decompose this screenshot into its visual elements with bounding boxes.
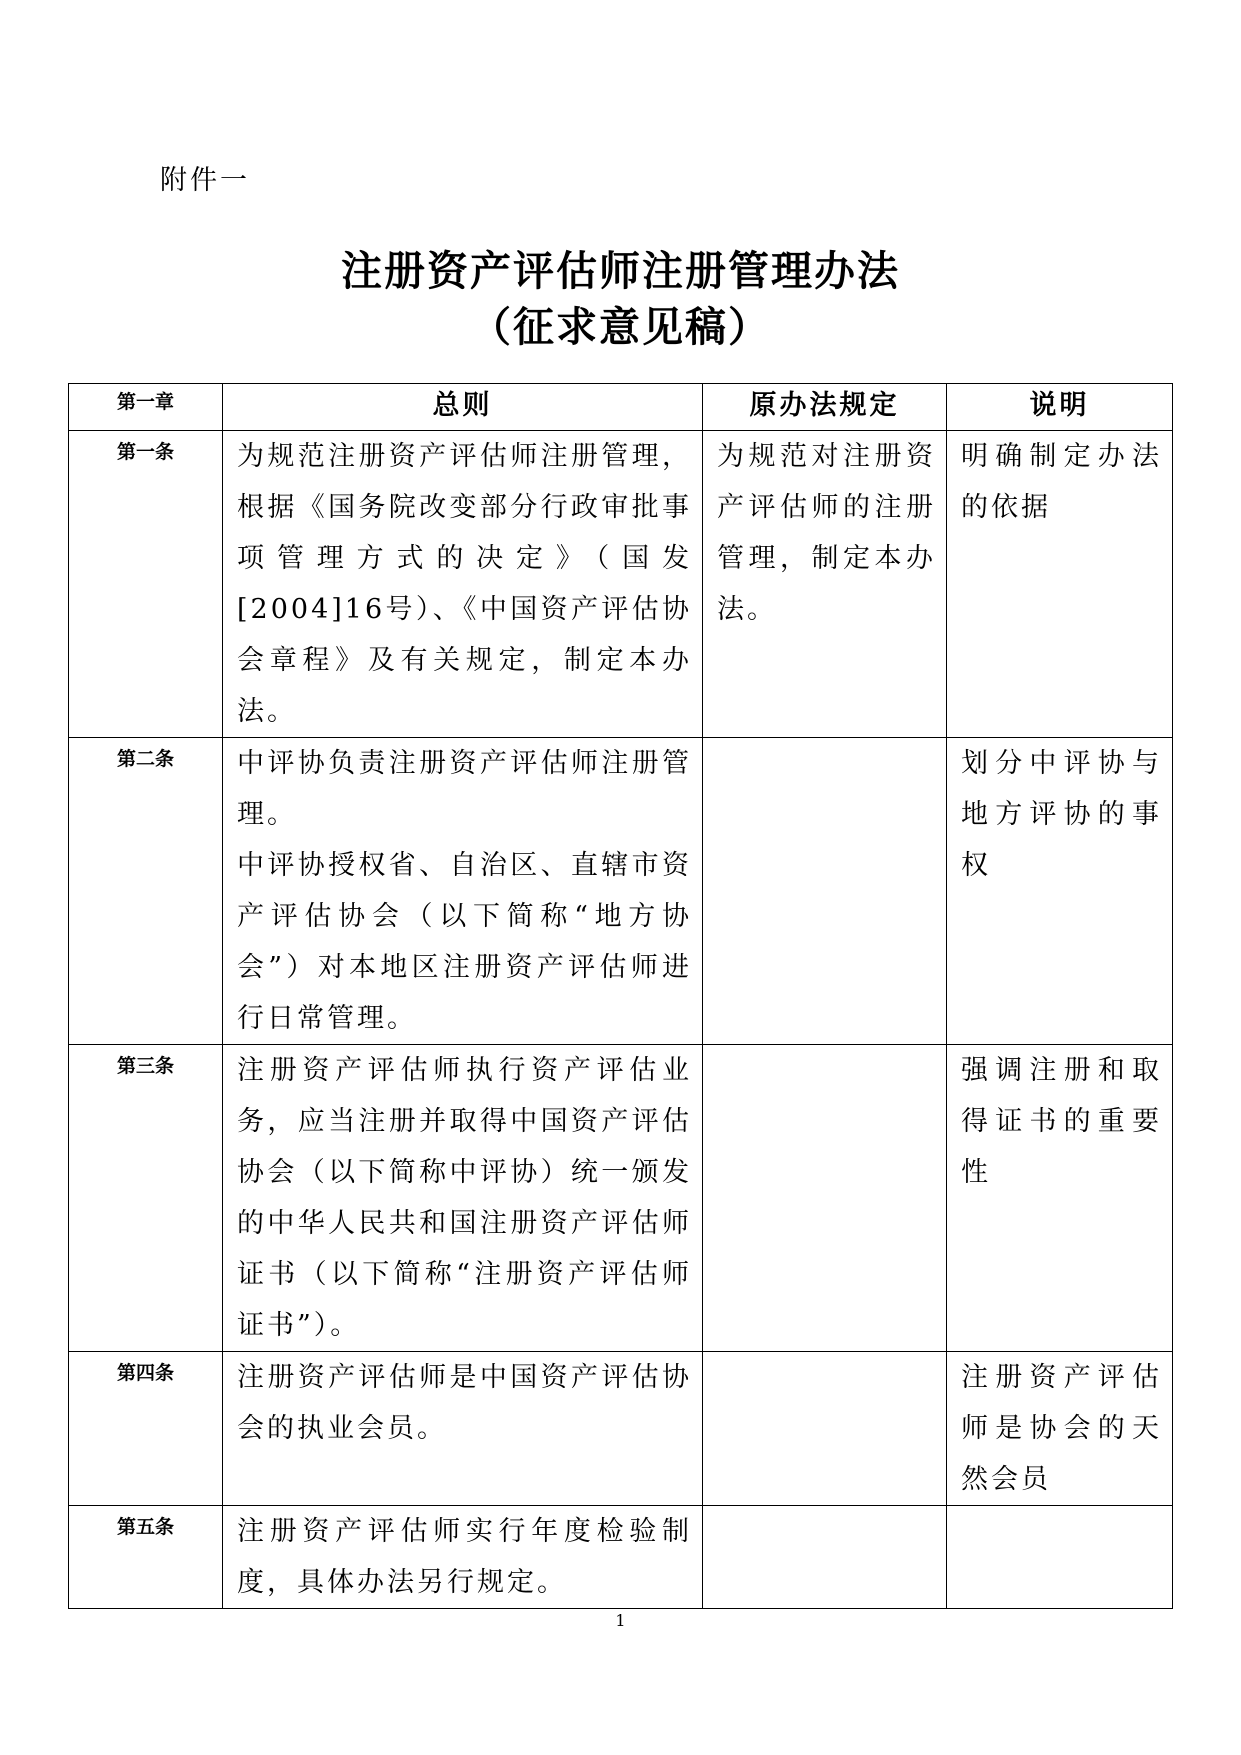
article-text: 为规范注册资产评估师注册管理，根据《国务院改变部分行政审批事项管理方式的决定》（国发[2004]16号）、《中国资产评估协会章程》及有关规定，制定本办法。 <box>237 441 692 727</box>
article-label: 第四条 <box>116 1362 174 1384</box>
table-row <box>69 1045 1173 1352</box>
article-label: 第五条 <box>116 1516 174 1538</box>
chapter-label: 第一章 <box>116 391 174 413</box>
header-note-cell <box>947 384 1173 431</box>
table-header-row <box>69 384 1173 431</box>
chapter-label-cell <box>69 384 223 431</box>
table-row <box>69 1352 1173 1506</box>
regulation-table <box>68 383 1173 1609</box>
header-original: 原办法规定 <box>749 390 900 421</box>
original-text: 为规范对注册资产评估师的注册管理，制定本办法。 <box>717 441 936 625</box>
header-main: 总则 <box>432 390 493 421</box>
page-number: 1 <box>615 1611 626 1630</box>
article-label: 第二条 <box>116 748 174 770</box>
article-label: 第一条 <box>116 441 174 463</box>
article-text: 中评协负责注册资产评估师注册管理。 <box>237 748 692 830</box>
article-label: 第三条 <box>116 1055 174 1077</box>
article-text: 注册资产评估师实行年度检验制度，具体办法另行规定。 <box>237 1516 692 1598</box>
header-main-cell <box>223 384 703 431</box>
document-subtitle: （征求意见稿） <box>470 303 771 351</box>
table-row <box>69 431 1173 738</box>
note-text: 划分中评协与地方评协的事权 <box>961 748 1162 881</box>
note-text: 注册资产评估师是协会的天然会员 <box>961 1362 1162 1495</box>
table-row <box>69 738 1173 1045</box>
table-row <box>69 1506 1173 1609</box>
article-text: 中评协授权省、自治区、直辖市资产评估协会（以下简称“地方协会”）对本地区注册资产评估师进行日常管理。 <box>237 850 692 1034</box>
attachment-label: 附件一 <box>160 165 250 196</box>
header-note: 说明 <box>1029 390 1090 421</box>
article-text: 注册资产评估师是中国资产评估协会的执业会员。 <box>237 1362 692 1444</box>
document-title: 注册资产评估师注册管理办法 <box>341 247 900 295</box>
note-text: 强调注册和取得证书的重要性 <box>961 1055 1162 1188</box>
article-text: 注册资产评估师执行资产评估业务，应当注册并取得中国资产评估协会（以下简称中评协）统一颁发的中华人民共和国注册资产评估师证书（以下简称“注册资产评估师证书”）。 <box>237 1055 692 1341</box>
header-original-cell <box>703 384 947 431</box>
note-text: 明确制定办法的依据 <box>961 441 1162 523</box>
